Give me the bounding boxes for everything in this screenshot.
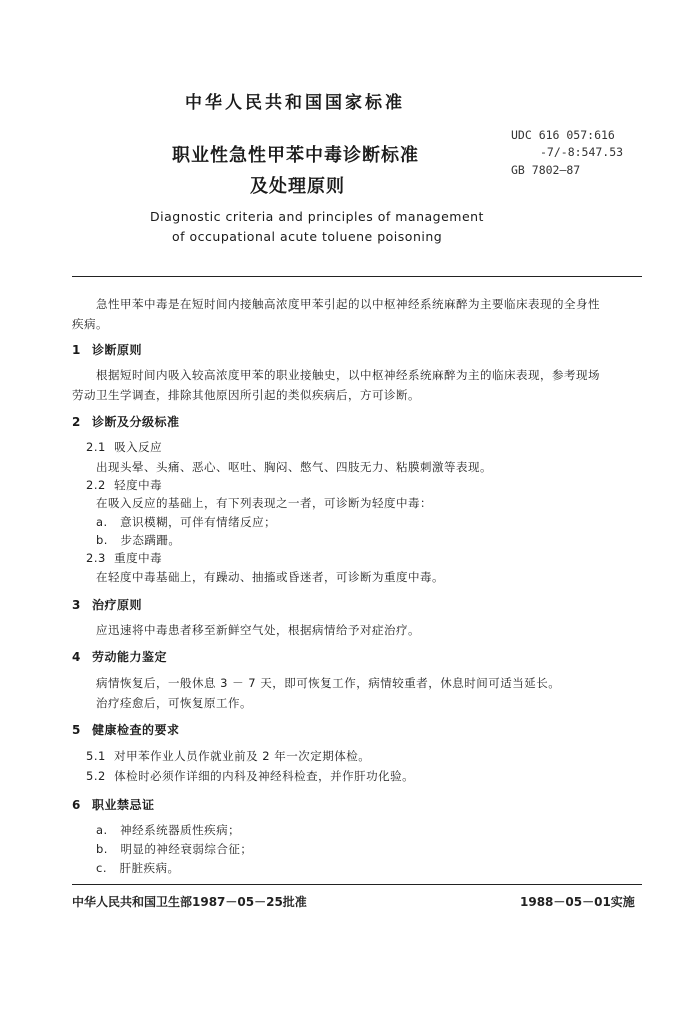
subsection-2-2-heading bbox=[86, 477, 162, 493]
section-2-heading bbox=[72, 413, 180, 430]
section-number: 3 bbox=[72, 598, 81, 612]
subsection-2-3-heading bbox=[86, 550, 162, 566]
section-1-line1: 根据短时间内吸入较高浓度甲苯的职业接触史，以中枢神经系统麻醉为主的临床表现，参考现场 bbox=[96, 368, 600, 382]
gb-number: GB 7802—87 bbox=[511, 163, 581, 177]
section-title: 劳动能力鉴定 bbox=[92, 650, 168, 664]
udc-code-line1: UDC 616 057:616 bbox=[511, 128, 615, 142]
section-title: 健康检查的要求 bbox=[92, 723, 180, 737]
subsection-2-3-text: 在轻度中毒基础上，有躁动、抽搐或昏迷者，可诊断为重度中毒。 bbox=[96, 570, 444, 584]
list-marker: b. bbox=[96, 842, 108, 856]
list-item-2-2-a bbox=[96, 514, 276, 530]
subsection-title: 重度中毒 bbox=[114, 551, 163, 565]
section-number: 5 bbox=[72, 723, 81, 737]
list-item-6-b bbox=[96, 841, 252, 857]
subsection-text: 体检时必须作详细的内科及神经科检查，并作肝功化验。 bbox=[114, 769, 415, 783]
list-text: 明显的神经衰弱综合征； bbox=[120, 842, 253, 856]
section-title: 诊断原则 bbox=[92, 343, 143, 357]
list-text: 步态蹒跚。 bbox=[120, 533, 181, 547]
list-marker: a. bbox=[96, 515, 108, 529]
subsection-2-1-heading bbox=[86, 439, 162, 455]
subsection-5-2 bbox=[86, 768, 414, 784]
intro-line1: 急性甲苯中毒是在短时间内接触高浓度甲苯引起的以中枢神经系统麻醉为主要临床表现的全身性 bbox=[96, 297, 600, 311]
section-1-line2: 劳动卫生学调查，排除其他原因所引起的类似疾病后，方可诊断。 bbox=[72, 388, 420, 402]
subsection-number: 5.2 bbox=[86, 769, 106, 783]
subsection-number: 5.1 bbox=[86, 749, 106, 763]
subsection-5-1 bbox=[86, 748, 370, 764]
standard-title-line2: 及处理原则 bbox=[250, 176, 345, 197]
english-title-line2: of occupational acute toluene poisoning bbox=[172, 229, 443, 244]
section-5-heading bbox=[72, 721, 180, 738]
standard-title-line1: 职业性急性甲苯中毒诊断标准 bbox=[172, 145, 419, 166]
section-6-heading bbox=[72, 796, 155, 813]
subsection-text: 对甲苯作业人员作就业前及 2 年一次定期体检。 bbox=[114, 749, 371, 763]
section-title: 诊断及分级标准 bbox=[92, 415, 180, 429]
list-marker: c. bbox=[96, 861, 107, 875]
subsection-2-2-text: 在吸入反应的基础上，有下列表现之一者，可诊断为轻度中毒： bbox=[96, 496, 432, 510]
section-4-line2: 治疗痊愈后，可恢复原工作。 bbox=[96, 696, 252, 710]
list-item-6-a bbox=[96, 822, 240, 838]
section-4-line1: 病情恢复后，一般休息 3 － 7 天，即可恢复工作，病情较重者，休息时间可适当延长。 bbox=[96, 676, 561, 690]
intro-line2: 疾病。 bbox=[72, 317, 108, 331]
approval-date: 中华人民共和国卫生部1987－05－25批准 bbox=[72, 895, 307, 909]
subsection-title: 轻度中毒 bbox=[114, 478, 163, 492]
list-marker: b. bbox=[96, 533, 108, 547]
list-text: 肝脏疾病。 bbox=[119, 861, 180, 875]
list-item-2-2-b bbox=[96, 532, 180, 548]
section-4-heading bbox=[72, 648, 167, 665]
list-text: 神经系统器质性疾病； bbox=[120, 823, 241, 837]
implementation-date: 1988－05－01实施 bbox=[520, 895, 635, 909]
issuing-authority: 中华人民共和国国家标准 bbox=[185, 93, 405, 113]
section-number: 2 bbox=[72, 415, 81, 429]
subsection-2-1-text: 出现头晕、头痛、恶心、呕吐、胸闷、憋气、四肢无力、粘膜刺激等表现。 bbox=[96, 460, 492, 474]
section-3-heading bbox=[72, 596, 142, 613]
header-divider bbox=[72, 276, 642, 277]
list-text: 意识模糊，可伴有情绪反应； bbox=[120, 515, 277, 529]
list-item-6-c bbox=[96, 860, 179, 876]
section-number: 6 bbox=[72, 798, 81, 812]
list-marker: a. bbox=[96, 823, 108, 837]
section-3-text: 应迅速将中毒患者移至新鲜空气处，根据病情给予对症治疗。 bbox=[96, 623, 420, 637]
section-number: 1 bbox=[72, 343, 81, 357]
english-title-line1: Diagnostic criteria and principles of management bbox=[150, 209, 484, 224]
section-number: 4 bbox=[72, 650, 81, 664]
footer-divider bbox=[72, 884, 642, 885]
section-1-heading bbox=[72, 341, 142, 358]
subsection-number: 2.3 bbox=[86, 551, 106, 565]
section-title: 治疗原则 bbox=[92, 598, 143, 612]
subsection-title: 吸入反应 bbox=[114, 440, 163, 454]
subsection-number: 2.1 bbox=[86, 440, 106, 454]
udc-code-line2: -7/-8:547.53 bbox=[540, 145, 624, 159]
section-title: 职业禁忌证 bbox=[92, 798, 155, 812]
subsection-number: 2.2 bbox=[86, 478, 106, 492]
